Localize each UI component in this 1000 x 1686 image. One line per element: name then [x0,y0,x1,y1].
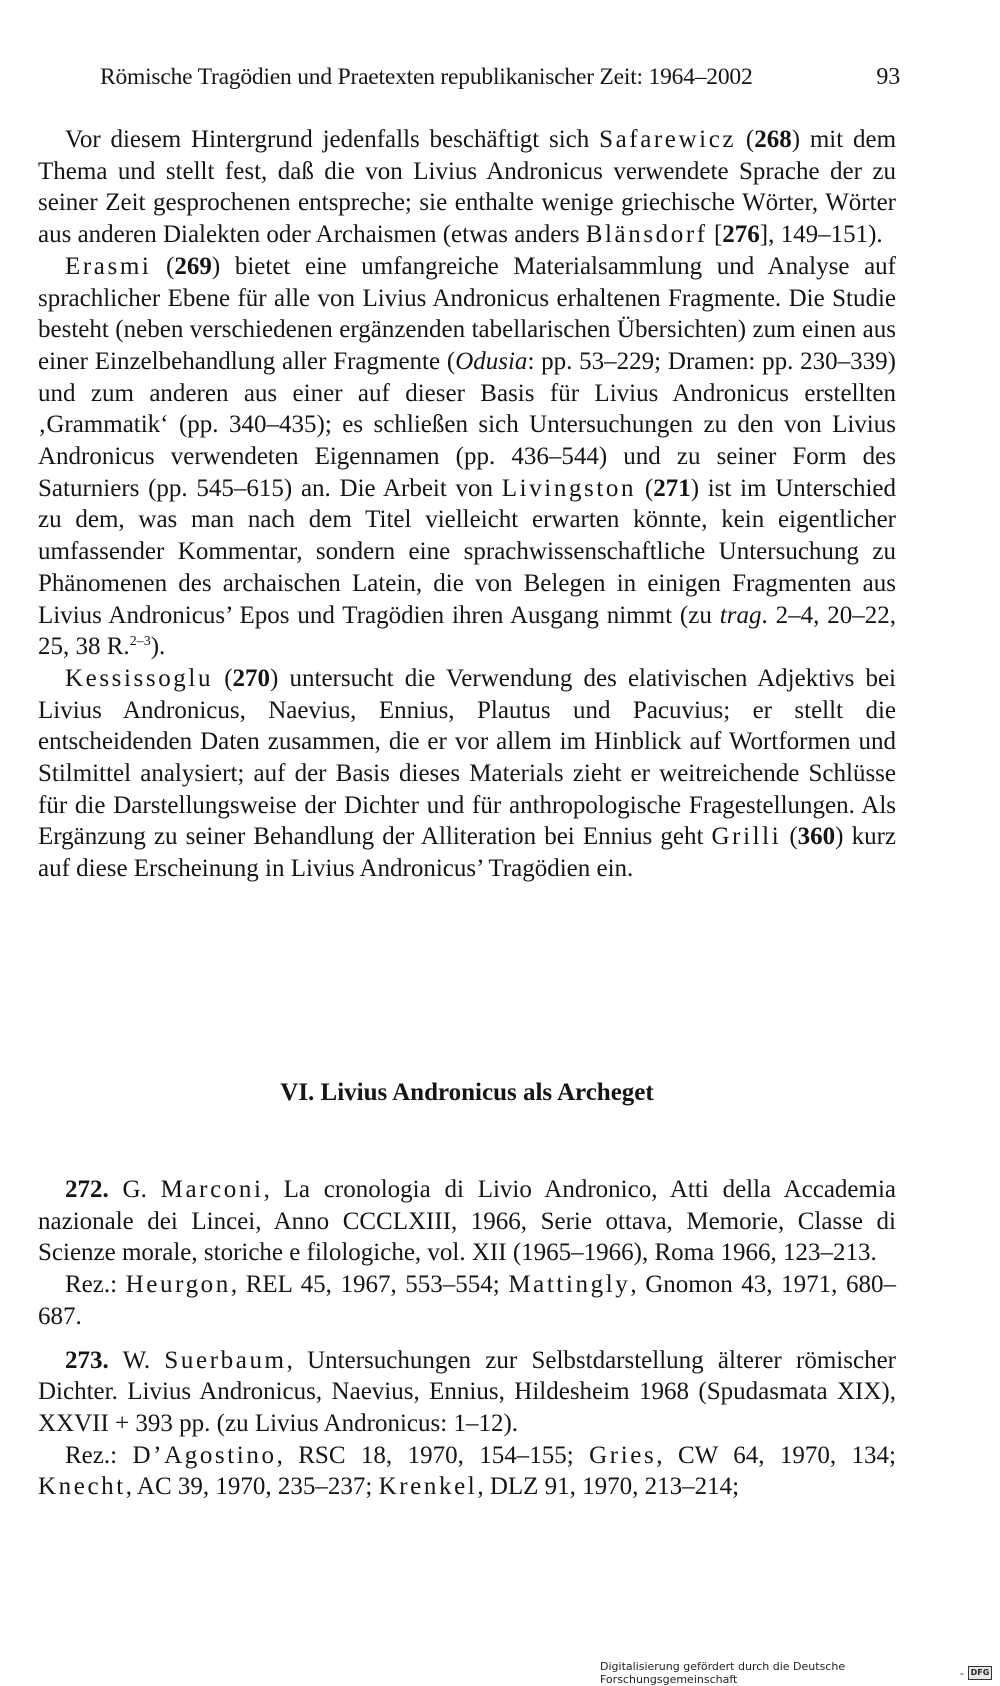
author-name: Gries [589,1441,657,1469]
bibliography [38,1174,896,1503]
author-name: Grilli [711,823,782,851]
footer-text: Digitalisierung gefördert durch die Deutsche Forschungsgemeinschaft [600,1660,846,1686]
digitization-footer: Digitalisierung gefördert durch die Deutsche Forschungsgemeinschaft - DFG [600,1660,992,1686]
author-name: Heurgon [125,1271,231,1299]
running-head [100,64,900,91]
text-span: ( [213,664,233,692]
author-name: Safarewicz [599,126,737,153]
body-text [38,124,896,885]
author-name: Suerbaum [164,1346,287,1374]
text-span: ). [150,633,166,661]
review-273 [38,1440,896,1503]
reference-number: 271 [653,474,691,502]
paragraph-1 [38,124,896,251]
text-span: G. [108,1176,161,1203]
reference-number: 269 [174,252,212,280]
italic-term: trag [719,601,762,629]
text-span: ) mit dem Thema und stellt fest, daß die von Livius Andronicus verwendete Sprache der zu seiner Zeit gesprochenen entspreche; sie enthalte wenige griechische Wörter, Wörter aus anderen Dialekten oder Archaismen (etwas anders [38,126,897,249]
text-span: W. [108,1346,165,1374]
text-span: , AC 39, 1970, 235–237; [125,1473,379,1501]
text-span: ) bietet eine umfangreiche Materialsammlung und Analyse auf sprachlicher Ebene für alle von Livius Andronicus erhaltenen Fragmente. Die Studie besteht (neben verschiedenen ergänzenden tabellarischen Übersichten) zum einen aus einer Einzelbehandlung aller Fragmente ( [38,252,896,375]
reference-number: 270 [232,664,271,692]
text-span: , Untersuchungen zur Selbstdarstellung älterer römischer Dichter. Livius Andronicus, Naevius, Ennius, Hildesheim 1968 (Spudasmata XIX), XXVII + 393 pp. (zu Livius Andronicus: 1–12). [38,1346,897,1437]
bib-entry-272 [38,1174,896,1269]
superscript: 2–3 [129,634,151,650]
entry-number: 273. [65,1346,109,1374]
text-span: ( [636,474,654,502]
running-head-title: Römische Tragödien und Praetexten republikanischer Zeit: 1964–2002 [100,64,753,90]
author-name: Blänsdorf [585,221,708,249]
text-span: Vor diesem Hintergrund jedenfalls beschäftigt sich [65,126,600,153]
entry-number: 272. [65,1176,109,1203]
text-span: ) kurz auf diese Erscheinung in Livius Andronicus’ Tragödien ein. [38,823,896,883]
entry-gap [38,1333,896,1345]
author-name: Kessissoglu [65,664,214,692]
text-span: [ [707,221,723,249]
author-name: Knecht [38,1473,126,1501]
text-span: ) ist im Unterschied zu dem, was man nach dem Titel vielleicht erwarten könnte, kein eigentlicher umfassender Kommentar, sondern eine sprachwissenschaftliche Untersuchung zu Phänomenen des archaischen Latein, die von Belegen in einigen Fragmenten aus Livius Andronicus’ Epos und Tragödien ihren Ausgang nimmt (zu [38,474,896,629]
author-name: D’Agostino [132,1441,277,1469]
text-span: ( [736,126,755,153]
text-span: Rez.: [65,1441,133,1469]
page-number: 93 [876,64,900,90]
reference-number: 276 [722,221,760,249]
reference-number: 268 [754,126,792,153]
text-span: ], 149–151). [759,221,883,249]
paragraph-2 [38,251,896,663]
author-name: Marconi [160,1176,264,1203]
author-name: Krenkel [378,1473,478,1501]
text-span: : pp. 53–229; Dramen: pp. 230–339) und zum anderen aus einer auf dieser Basis für Livius Andronicus erstellten ‚Grammatik‘ (pp. 340–435); es schließen sich Untersuchungen zu den von Livius Andronicus verwendeten Eigennamen (pp. 436–544) und zu seiner Form des Saturniers (pp. 545–615) an. Die Arbeit von [38,347,896,502]
author-name: Erasmi [65,252,152,280]
reference-number: 360 [797,823,836,851]
section-heading: VI. Livius Andronicus als Archeget [280,1079,654,1106]
text-span: , DLZ 91, 1970, 213–214; [477,1473,740,1501]
dfg-logo-icon: DFG [968,1666,992,1680]
text-span: , La cronologia di Livio Andronico, Atti della Accademia nazionale dei Lincei, Anno CCCLXIII, 1966, Serie ottava, Memorie, Classe di Scienze morale, storiche e filologiche, vol. XII (1965–1966), Roma 1966, 123–213. [38,1176,896,1267]
bib-entry-273 [38,1345,896,1440]
text-span: ( [781,823,798,851]
paragraph-3 [38,663,896,885]
review-272 [38,1269,896,1332]
text-span: , CW 64, 1970, 134; [656,1441,897,1469]
text-span: ( [151,252,175,280]
text-span: , REL 45, 1967, 553–554; [230,1271,509,1299]
italic-term: Odusia [455,347,528,375]
author-name: Livingston [501,474,637,502]
text-span: ) untersucht die Verwendung des elativischen Adjektivs bei Livius Andronicus, Naevius, Ennius, Plautus und Pacuvius; er stellt die entscheidenden Daten zusammen, die er vor allem im Hinblick auf Wortformen und Stilmittel analysiert; auf der Basis dieses Materials zieht er weitreichende Schlüsse für die Darstellungsweise der Dichter und für anthropologische Fragestellungen. Als Ergänzung zu seiner Behandlung der Alliteration bei Ennius geht [38,664,896,851]
text-span: , Gnomon 43, 1971, 680–687. [38,1271,896,1330]
author-name: Mattingly [508,1271,631,1299]
text-span: Rez.: [65,1271,126,1299]
text-span: , RSC 18, 1970, 154–155; [276,1441,590,1469]
text-span: . 2–4, 20–22, 25, 38 R. [38,601,897,661]
